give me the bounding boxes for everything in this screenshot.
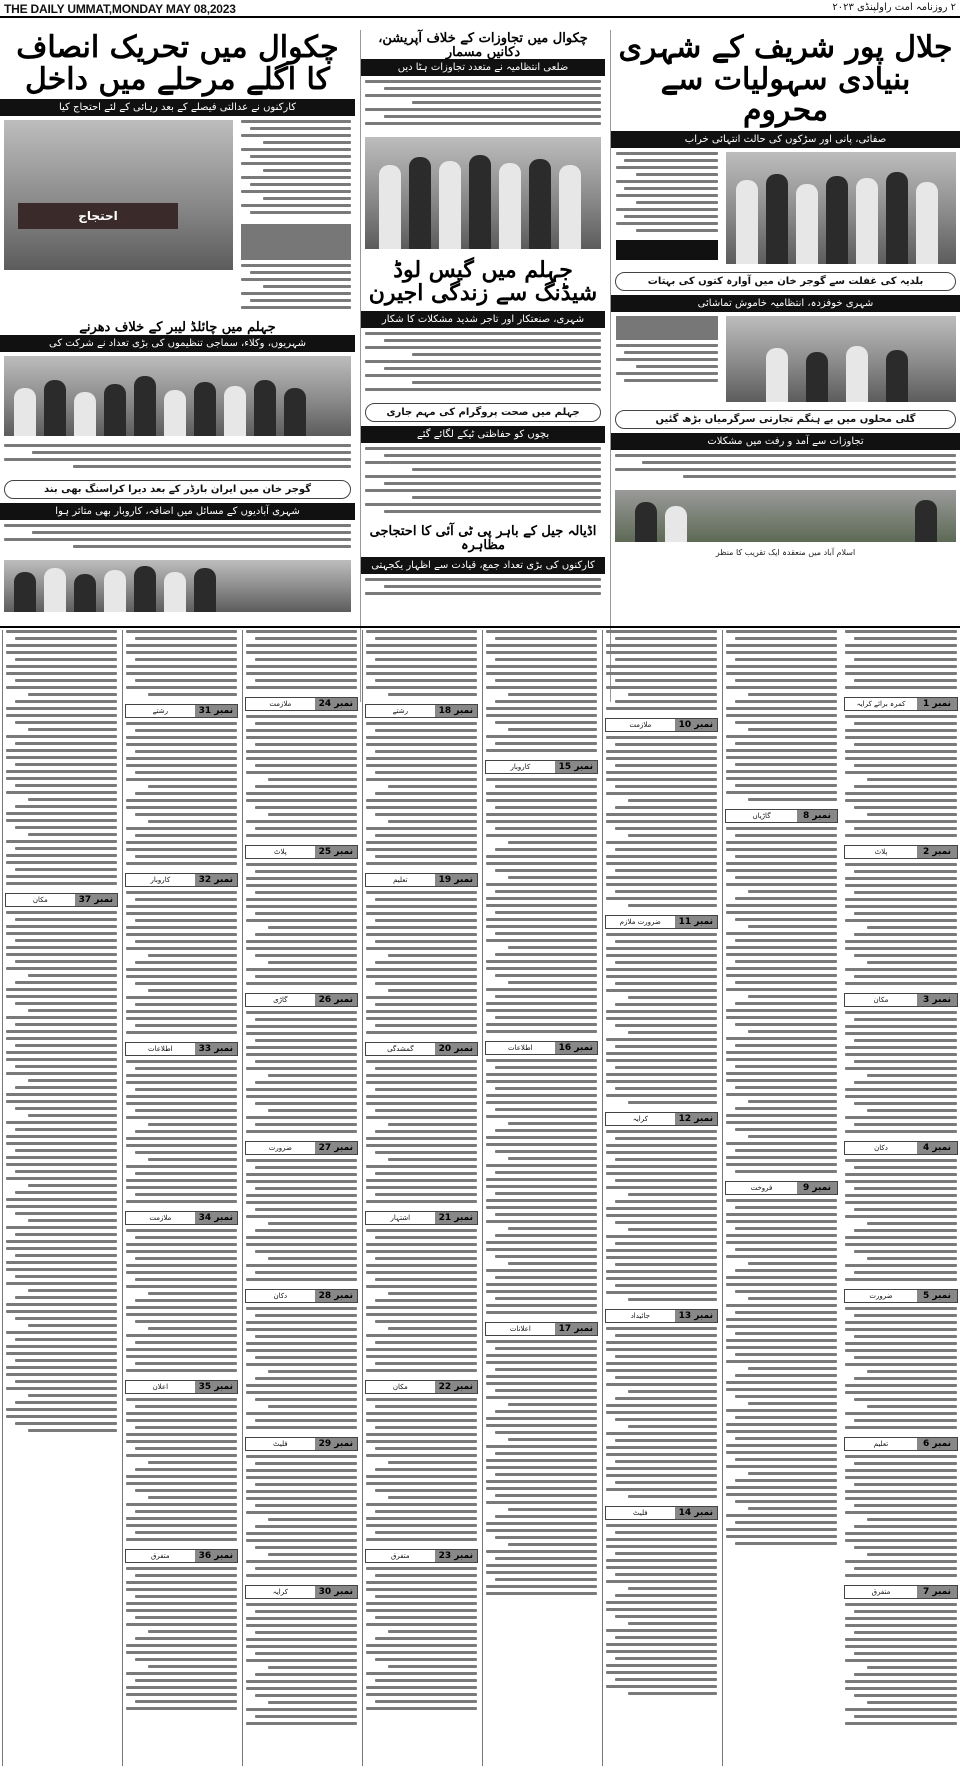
classified-category-header [844, 993, 958, 1007]
category-number: نمبر 10 [675, 719, 717, 731]
right-bottom-caption: اسلام آباد میں منعقدہ ایک تقریب کا منظر [715, 547, 856, 557]
category-name: تعلیم [873, 1440, 889, 1448]
classified-column [482, 630, 600, 1766]
outdoor-gathering-photo [615, 490, 956, 542]
category-name: اعلانات [509, 1325, 531, 1333]
category-name: ضرورت [869, 1292, 893, 1300]
jhelum-loadshedding-headline: جہلم میں گیس لوڈ شیڈنگ سے زندگی اجیرن [368, 257, 598, 307]
category-number: نمبر 26 [315, 994, 357, 1006]
classified-category-header [485, 1041, 598, 1055]
category-name: فلیٹ [272, 1440, 288, 1448]
category-number: نمبر 25 [315, 846, 357, 858]
right-sidebar-strap [616, 240, 718, 260]
right-mini-box [616, 316, 718, 340]
category-number: نمبر 18 [435, 705, 477, 717]
category-number: نمبر 34 [195, 1212, 237, 1224]
category-number: نمبر 36 [195, 1550, 237, 1562]
classified-category-header [245, 1437, 358, 1451]
classified-category-header [485, 760, 598, 774]
category-name: متفرق [871, 1588, 891, 1596]
category-number: نمبر 19 [435, 874, 477, 886]
classified-category-header [365, 1042, 478, 1056]
front-page-news [0, 30, 960, 702]
classified-category-header [365, 1211, 478, 1225]
category-name: ملازمت [269, 700, 292, 708]
category-number: نمبر 28 [315, 1290, 357, 1302]
classified-category-header [125, 1549, 238, 1563]
category-number: نمبر 3 [917, 994, 957, 1006]
category-name: ملازمت [149, 1214, 172, 1222]
category-number: نمبر 21 [435, 1212, 477, 1224]
category-number: نمبر 14 [675, 1507, 717, 1519]
right-main-headline: جلال پور شریف کے شہری بنیادی سہولیات سے محروم [618, 30, 953, 128]
classified-column [722, 630, 840, 1766]
center-top-strap: ضلعی انتظامیہ نے متعدد تجاوزات ہٹا دیں [361, 59, 605, 76]
classified-category-header [245, 1585, 358, 1599]
masthead [0, 0, 960, 18]
classified-category-header [365, 873, 478, 887]
masthead-date-urdu: ۲ روزنامہ امت راولپنڈی ۲۰۲۳ [832, 2, 956, 13]
category-number: نمبر 23 [435, 1550, 477, 1562]
category-number: نمبر 31 [195, 705, 237, 717]
classified-column [2, 630, 120, 1766]
category-name: مکان [392, 1383, 408, 1391]
category-number: نمبر 15 [555, 761, 597, 773]
category-name: کمرہ برائے کرایہ [856, 700, 906, 708]
classified-category-header [844, 1289, 958, 1303]
classified-column [242, 630, 360, 1766]
category-number: نمبر 37 [75, 894, 117, 906]
category-number: نمبر 9 [797, 1182, 837, 1194]
classified-column [842, 630, 960, 1766]
classified-category-header [245, 993, 358, 1007]
classified-category-header [844, 1437, 958, 1451]
gujar-khan-dogs-headline: بلدیہ کی غفلت سے گوجر خان میں آوارہ کتوں کی بہتات [615, 272, 956, 291]
category-name: متفرق [390, 1552, 410, 1560]
protest-banner: احتجاج [18, 203, 179, 229]
right-group-photo [726, 152, 956, 264]
classified-category-header [365, 704, 478, 718]
center-news-column [360, 30, 605, 702]
classified-category-header [365, 1380, 478, 1394]
classified-category-header [605, 1112, 718, 1126]
category-number: نمبر 30 [315, 1586, 357, 1598]
classified-category-header [725, 1181, 838, 1195]
center-top-headline: چکوال میں تجاوزات کے خلاف آپریشن، دکانیں مسمار [378, 31, 588, 60]
category-name: کاروبار [510, 763, 531, 771]
masthead-title: THE DAILY UMMAT,MONDAY MAY 08,2023 [4, 2, 236, 16]
classified-category-header [844, 845, 958, 859]
classified-category-header [245, 845, 358, 859]
right-main-strap: صفائی، پانی اور سڑکوں کی حالت انتہائی خراب [611, 131, 960, 148]
category-name: اشتہار [390, 1214, 411, 1222]
jhelum-protest-strap: شہریوں، وکلاء، سماجی تنظیموں کی بڑی تعداد نے شرکت کی [0, 335, 355, 352]
classified-category-header [125, 704, 238, 718]
classified-category-header [844, 697, 958, 711]
classified-category-header [725, 809, 838, 823]
gujar-khan-photo [4, 560, 351, 612]
category-name: کاروبار [150, 876, 171, 884]
meeting-photo [726, 316, 956, 402]
category-number: نمبر 1 [917, 698, 957, 710]
gujar-khan-headline: گوجر خان میں ایران بارڈر کے بعد دیرا کراسنگ بھی بند [4, 480, 351, 499]
category-name: مکان [32, 896, 48, 904]
category-number: نمبر 4 [917, 1142, 957, 1154]
category-name: گمشدگی [387, 1045, 414, 1053]
classified-category-header [125, 1042, 238, 1056]
left-main-headline: چکوال میں تحریک انصاف کا اگلے مرحلے میں داخل [16, 30, 339, 97]
jhelum-health-headline: جہلم میں صحت پروگرام کی مہم جاری [365, 403, 601, 422]
category-name: رشتے [392, 707, 409, 715]
dignitaries-photo [365, 137, 601, 249]
jhelum-protest-headline: جہلم میں چائلڈ لیبر کے خلاف دھرنے [79, 320, 276, 335]
classified-category-header [125, 1380, 238, 1394]
left-main-strap: کارکنوں نے عدالتی فیصلے کے بعد رہائی کے لئے احتجاج کیا [0, 99, 355, 116]
category-name: جائیداد [630, 1312, 650, 1320]
category-name: کرایہ [272, 1588, 288, 1596]
classified-category-header [605, 1309, 718, 1323]
left-news-column [0, 30, 355, 702]
category-number: نمبر 29 [315, 1438, 357, 1450]
category-name: فروخت [750, 1184, 773, 1192]
category-number: نمبر 27 [315, 1142, 357, 1154]
protest-photo [4, 120, 233, 270]
category-name: مکان [873, 996, 889, 1004]
category-name: رشتے [152, 707, 169, 715]
category-name: ضرورت ملازم [619, 918, 661, 926]
classified-category-header [245, 1289, 358, 1303]
category-number: نمبر 11 [675, 916, 717, 928]
category-number: نمبر 12 [675, 1113, 717, 1125]
gujar-khan-dogs-strap: شہری خوفزدہ، انتظامیہ خاموش تماشائی [611, 295, 960, 312]
category-number: نمبر 22 [435, 1381, 477, 1393]
classified-column [602, 630, 720, 1766]
classified-column [362, 630, 480, 1766]
category-name: گاڑیاں [752, 812, 771, 820]
gali-shops-strap: تجاوزات سے آمد و رفت میں مشکلات [611, 433, 960, 450]
classified-category-header [844, 1141, 958, 1155]
category-name: گاڑی [273, 996, 288, 1004]
right-news-column [610, 30, 960, 702]
category-number: نمبر 2 [917, 846, 957, 858]
classified-column [122, 630, 240, 1766]
category-number: نمبر 17 [555, 1323, 597, 1335]
category-number: نمبر 20 [435, 1043, 477, 1055]
classified-category-header [5, 893, 118, 907]
left-sidebar-box [241, 224, 351, 260]
category-number: نمبر 13 [675, 1310, 717, 1322]
classified-category-header [605, 915, 718, 929]
classified-category-header [365, 1549, 478, 1563]
category-name: اطلاعات [148, 1045, 173, 1053]
jhelum-loadshedding-strap: شہری، صنعتکار اور تاجر شدید مشکلات کا شکار [361, 311, 605, 328]
classified-category-header [485, 1322, 598, 1336]
category-name: پلاٹ [874, 848, 888, 856]
category-name: کرایہ [632, 1115, 648, 1123]
category-number: نمبر 8 [797, 810, 837, 822]
category-name: دکان [273, 1292, 288, 1300]
category-name: تعلیم [393, 876, 408, 884]
category-name: اعلان [152, 1383, 169, 1391]
gali-shops-headline: گلی محلوں میں بے ہنگم تجارتی سرگرمیاں بڑھ گئیں [615, 410, 956, 429]
classified-category-header [125, 1211, 238, 1225]
category-number: نمبر 5 [917, 1290, 957, 1302]
classified-category-header [605, 1506, 718, 1520]
rawalpindi-bottom-headline: اڈیالہ جیل کے باہر پی ٹی آئی کا احتجاجی مظاہرہ [369, 524, 597, 554]
category-number: نمبر 7 [917, 1586, 957, 1598]
classified-category-header [844, 1585, 958, 1599]
left-main-body [241, 120, 351, 218]
category-name: ملازمت [629, 721, 652, 729]
gujar-khan-strap: شہری آبادیوں کے مسائل میں اضافہ، کاروبار بھی متاثر ہوا [0, 503, 355, 520]
category-number: نمبر 6 [917, 1438, 957, 1450]
category-number: نمبر 33 [195, 1043, 237, 1055]
category-number: نمبر 24 [315, 698, 357, 710]
classified-category-header [245, 1141, 358, 1155]
rawalpindi-bottom-strap: کارکنوں کی بڑی تعداد جمع، قیادت سے اظہار یکجہتی [361, 557, 605, 574]
classifieds-section [0, 626, 960, 1768]
category-number: نمبر 32 [195, 874, 237, 886]
jhelum-health-strap: بچوں کو حفاظتی ٹیکے لگائے گئے [361, 426, 605, 443]
category-name: ضرورت [268, 1144, 292, 1152]
jhelum-group-photo [4, 356, 351, 436]
category-name: فلیٹ [632, 1509, 648, 1517]
category-name: دکان [874, 1144, 888, 1152]
classified-category-header [245, 697, 358, 711]
category-number: نمبر 35 [195, 1381, 237, 1393]
category-number: نمبر 16 [555, 1042, 597, 1054]
classified-category-header [125, 873, 238, 887]
category-name: پلاٹ [273, 848, 287, 856]
category-name: اطلاعات [508, 1044, 533, 1052]
classified-category-header [605, 718, 718, 732]
category-name: متفرق [150, 1552, 170, 1560]
